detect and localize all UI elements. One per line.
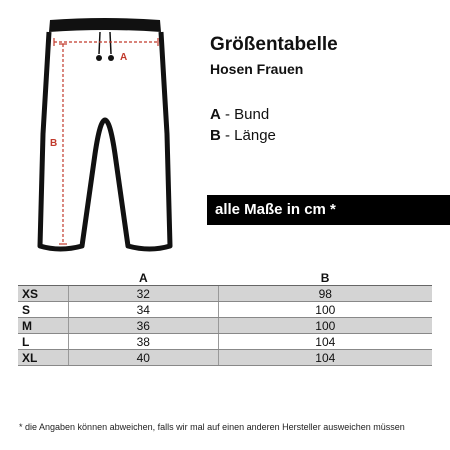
value-b-cell: 104 — [218, 350, 432, 366]
column-header-size — [18, 270, 69, 286]
legend-item-b — [210, 127, 276, 144]
table-row — [18, 334, 432, 350]
size-cell: L — [18, 334, 69, 350]
size-cell: XL — [18, 350, 69, 366]
size-cell: M — [18, 318, 69, 334]
measure-b-label: B — [50, 138, 58, 149]
table-row — [18, 318, 432, 334]
value-a-cell: 32 — [69, 286, 219, 302]
legend-key: B — [210, 127, 221, 144]
column-header-a: A — [69, 270, 219, 286]
legend-key: A — [210, 106, 221, 123]
waistband — [49, 18, 161, 32]
column-header-b: B — [218, 270, 432, 286]
table-row — [18, 286, 432, 302]
page-subtitle: Hosen Frauen — [210, 61, 304, 77]
table-header-row — [18, 270, 432, 286]
value-a-cell: 36 — [69, 318, 219, 334]
legend-item-a — [210, 106, 269, 123]
size-cell: XS — [18, 286, 69, 302]
value-a-cell: 34 — [69, 302, 219, 318]
table-row — [18, 302, 432, 318]
units-banner: alle Maße in cm * — [207, 195, 450, 225]
value-b-cell: 98 — [218, 286, 432, 302]
pants-diagram — [30, 14, 180, 254]
value-b-cell: 100 — [218, 302, 432, 318]
table-row — [18, 350, 432, 366]
legend-text: - Länge — [220, 127, 276, 144]
size-cell: S — [18, 302, 69, 318]
value-b-cell: 100 — [218, 318, 432, 334]
footnote: * die Angaben können abweichen, falls wir mal auf einen anderen Hersteller ausweichen müssen — [19, 422, 405, 432]
value-a-cell: 40 — [69, 350, 219, 366]
measure-a-label: A — [120, 52, 128, 63]
value-b-cell: 104 — [218, 334, 432, 350]
page-title: Größentabelle — [210, 34, 338, 55]
pants-outline — [40, 32, 170, 249]
legend-text: - Bund — [220, 106, 270, 123]
size-table — [18, 270, 432, 366]
value-a-cell: 38 — [69, 334, 219, 350]
